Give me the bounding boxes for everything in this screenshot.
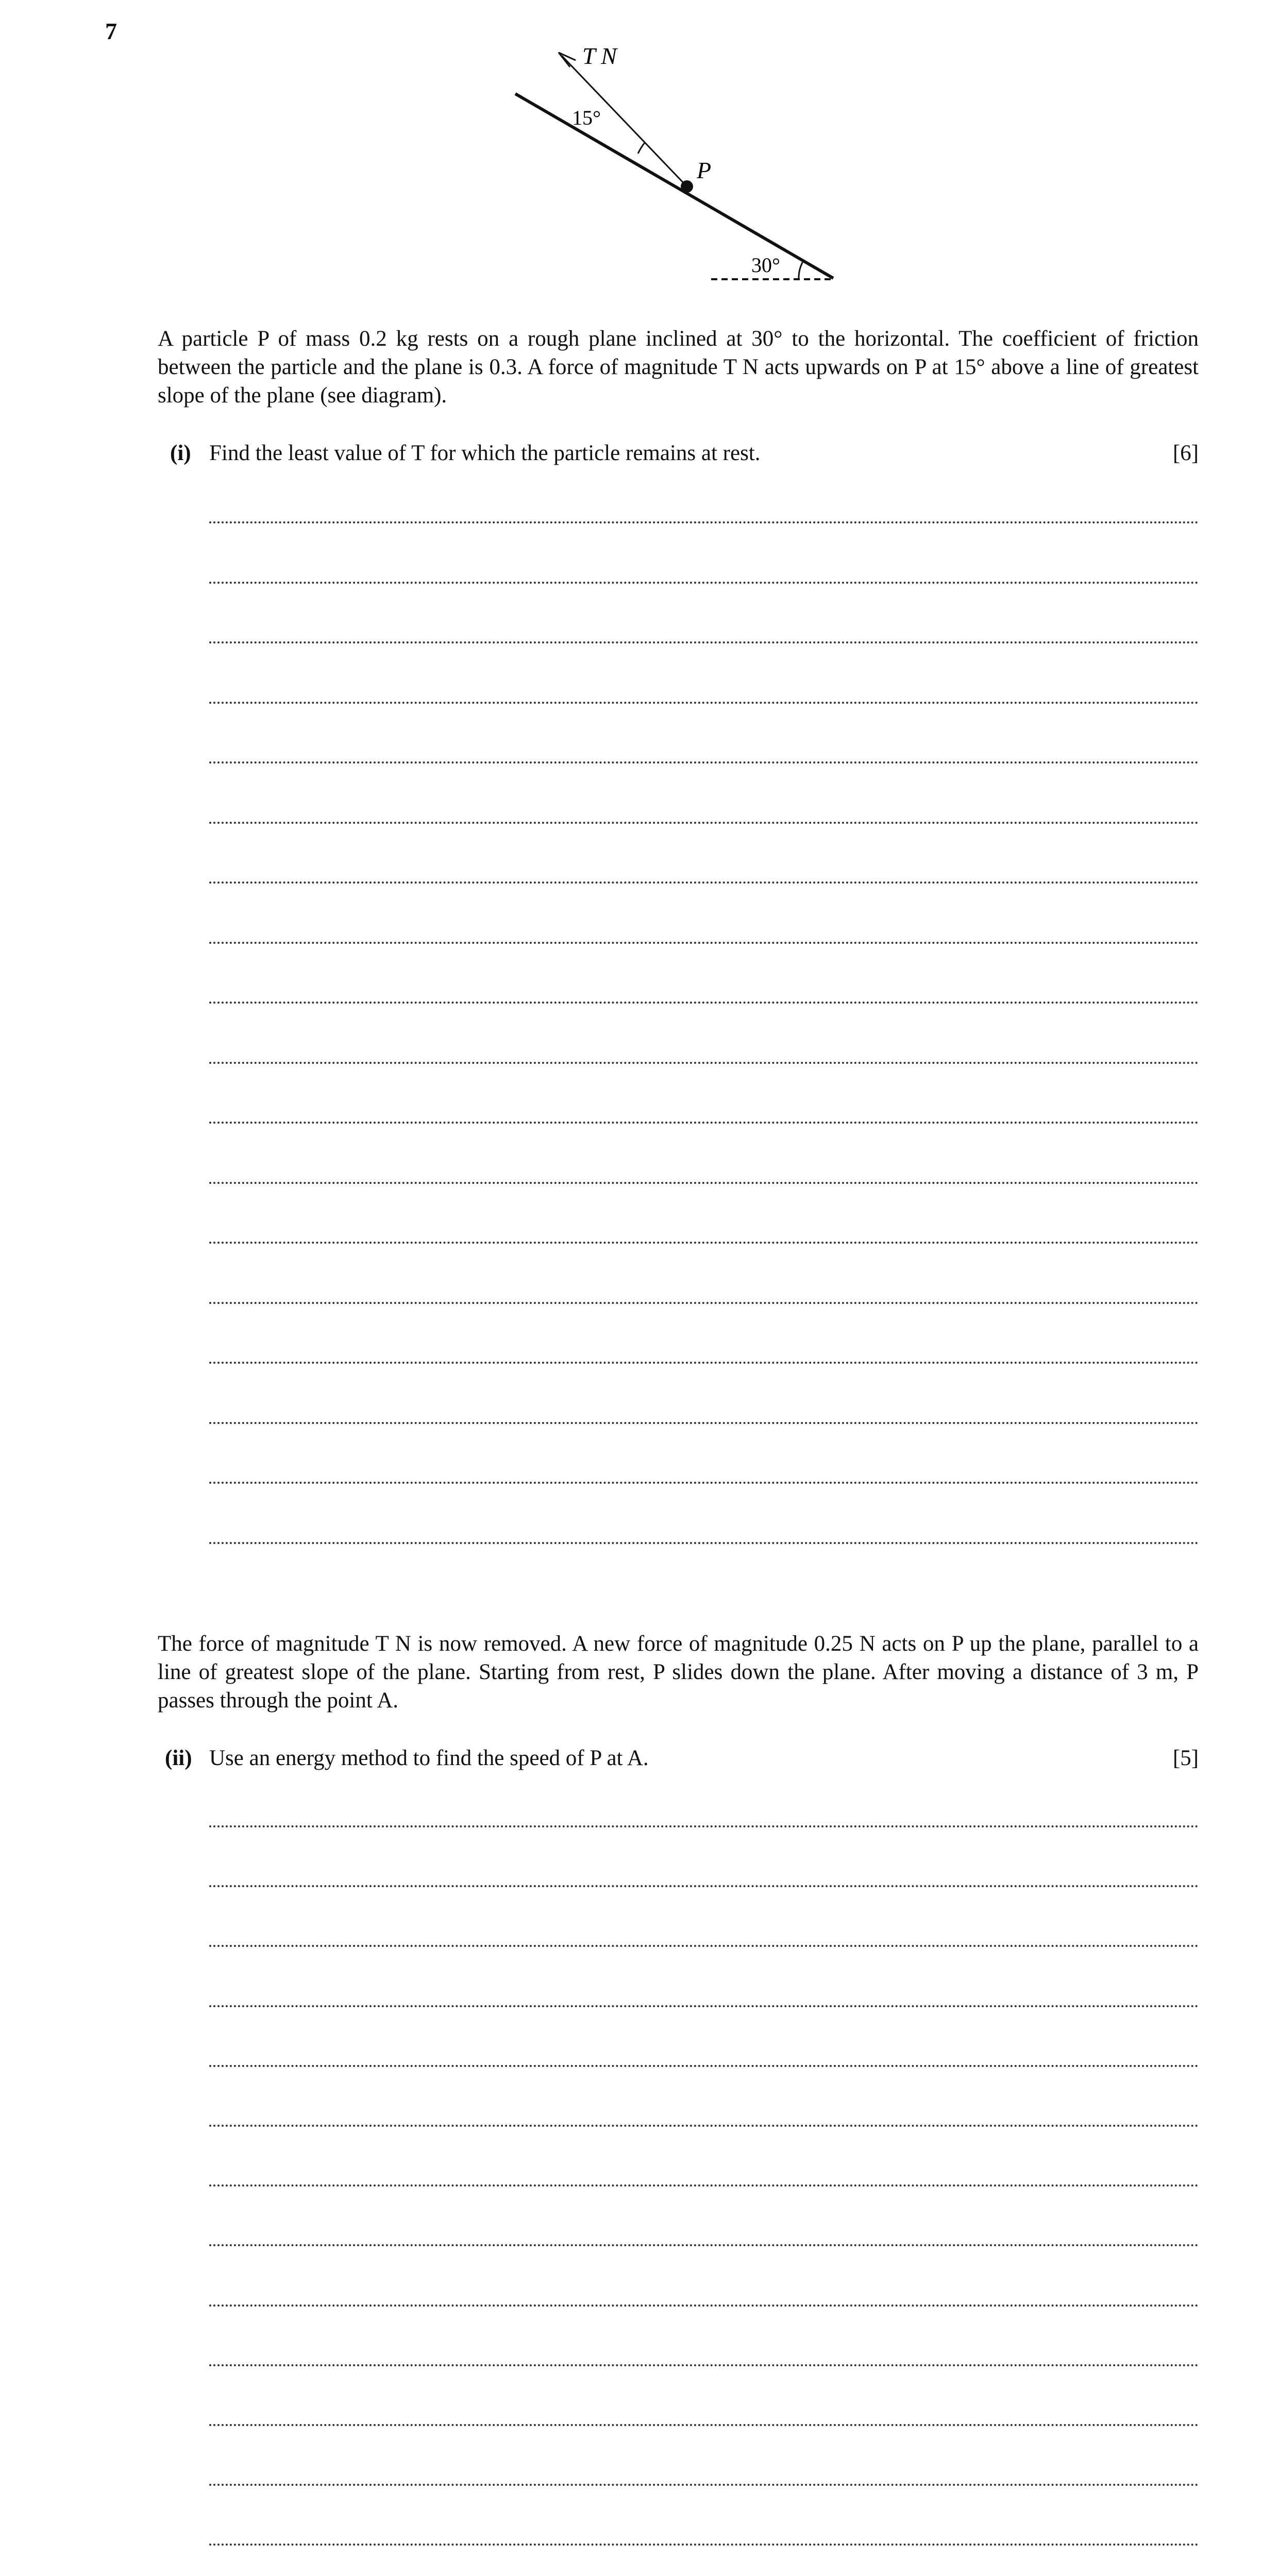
answer-line[interactable] [209,1062,1199,1064]
answer-line[interactable] [209,2065,1199,2067]
incline-angle-arc [799,261,803,279]
answer-line[interactable] [209,1122,1199,1124]
answer-line[interactable] [209,1945,1199,1947]
force-angle-arc [638,143,645,154]
part-i-marks: [6] [1172,441,1199,465]
answer-line[interactable] [209,641,1199,643]
answer-line[interactable] [209,521,1199,523]
force-arrowhead [559,53,576,67]
answer-line[interactable] [209,2484,1199,2486]
answer-line[interactable] [209,1002,1199,1004]
answer-line[interactable] [209,1242,1199,1244]
answer-line[interactable] [209,2125,1199,2127]
part-i-text: Find the least value of T for which the particle remains at rest. [209,441,761,465]
answer-line[interactable] [209,582,1199,584]
incline-angle-label: 30° [751,253,780,277]
incline-line [515,94,833,278]
middle-paragraph: The force of magnitude T N is now removed. A new force of magnitude 0.25 N acts on P up the plane, parallel to a line of greatest slope of the plane. Starting from rest, P slides down the plane. After moving a distance of 3 m, P passes through the point A. [158,1632,1199,1713]
particle-dot [681,180,693,193]
answer-line[interactable] [209,2184,1199,2187]
answer-line[interactable] [209,942,1199,944]
answer-line[interactable] [209,1422,1199,1424]
part-i-label: (i) [170,441,191,465]
answer-line[interactable] [209,2244,1199,2246]
force-angle-label: 15° [572,106,601,129]
force-label: T N [582,43,617,69]
part-ii-text: Use an energy method to find the speed of P at A. [209,1746,649,1770]
answer-line[interactable] [209,2544,1199,2546]
answer-line[interactable] [209,1362,1199,1364]
answer-line[interactable] [209,2005,1199,2007]
answer-line[interactable] [209,702,1199,704]
answer-line[interactable] [209,2424,1199,2426]
answer-line[interactable] [209,822,1199,824]
answer-line[interactable] [209,2364,1199,2366]
answer-line[interactable] [209,1825,1199,1827]
inclined-plane-diagram [0,0,1278,289]
answer-line[interactable] [209,1885,1199,1887]
answer-line[interactable] [209,882,1199,884]
intro-paragraph: A particle P of mass 0.2 kg rests on a rough plane inclined at 30° to the horizontal. The coefficient of friction between the particle and the plane is 0.3. A force of magnitude T N acts upwards on P at 15° above a line of greatest slope of the plane (see diagram). [158,327,1199,408]
question-number: 7 [105,18,117,44]
answer-line[interactable] [209,1182,1199,1184]
answer-line[interactable] [209,1482,1199,1484]
answer-line[interactable] [209,761,1199,764]
answer-line[interactable] [209,1542,1199,1544]
particle-label: P [697,157,712,183]
part-ii-label: (ii) [165,1746,192,1770]
part-ii-marks: [5] [1172,1746,1199,1770]
answer-line[interactable] [209,2304,1199,2307]
answer-line[interactable] [209,1302,1199,1304]
